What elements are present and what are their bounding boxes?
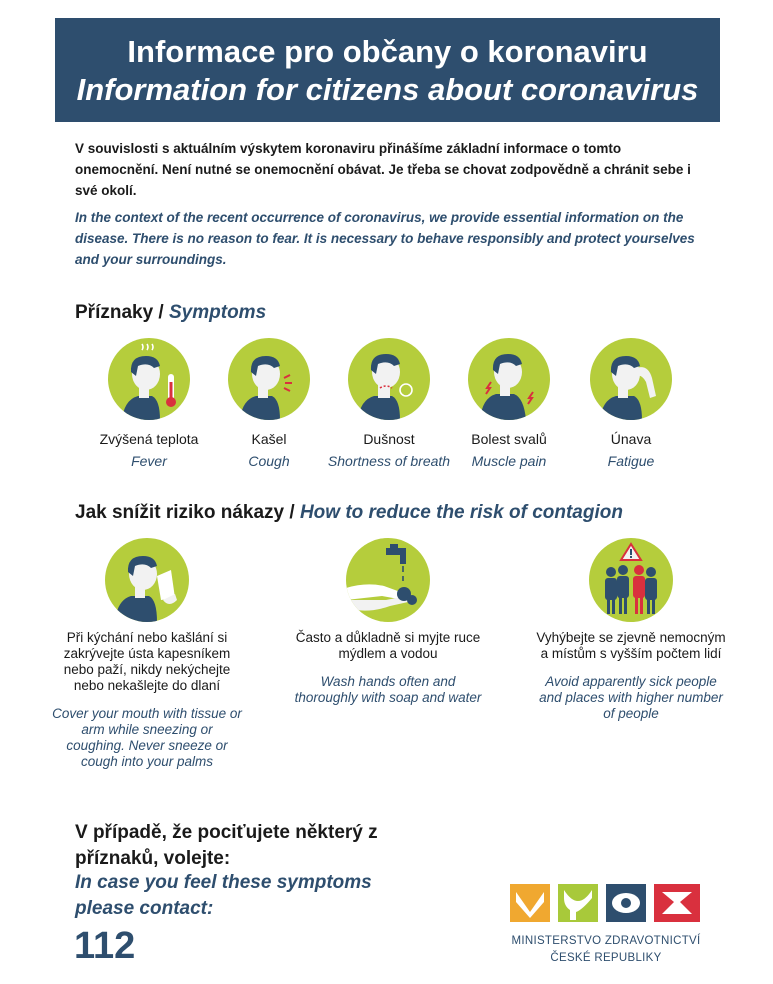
fatigue-icon — [590, 338, 672, 420]
symptoms-heading-english: Symptoms — [169, 302, 267, 323]
wash-hands-icon — [346, 538, 430, 622]
symptom-label-czech: Dušnost — [363, 431, 415, 447]
symptom-shortness-of-breath — [327, 338, 451, 470]
symptoms-heading-czech: Příznaky / — [75, 302, 164, 323]
prevention-heading-czech: Jak snížit riziko nákazy / — [75, 502, 295, 523]
title-czech: Informace pro občany o koronaviru — [127, 34, 648, 69]
prevention-text-english: Avoid apparently sick people and places with higher number of people — [539, 674, 723, 721]
prevention-text-english: Wash hands often and thoroughly with soap and water — [294, 674, 482, 705]
prevention-text-czech: Vyhýbejte se zjevně nemocným a místům s vyšším počtem lidí — [536, 630, 726, 661]
symptoms-heading — [75, 302, 266, 324]
symptom-label-czech: Bolest svalů — [471, 431, 547, 447]
title-english: Information for citizens about coronavirus — [76, 72, 699, 107]
prevention-text-czech: Často a důkladně si myjte ruce mýdlem a vodou — [295, 630, 481, 661]
contact-czech: V případě, že pociťujete některý z příznaků, volejte: — [75, 822, 378, 869]
symptom-label-czech: Zvýšená teplota — [99, 431, 199, 447]
ministry-name-line2: ČESKÉ REPUBLIKY — [550, 952, 662, 964]
prevention-heading — [75, 502, 623, 524]
symptom-fever — [87, 338, 211, 470]
muscle-pain-icon — [468, 338, 550, 420]
symptom-label-english: Shortness of breath — [327, 453, 451, 469]
symptom-label-czech: Únava — [610, 431, 652, 447]
title-banner — [55, 18, 720, 122]
symptom-label-english: Cough — [248, 453, 290, 469]
ministry-logo — [510, 882, 702, 924]
prevention-text-czech: Při kýchání nebo kašlání si zakrývejte ústa kapesníkem nebo paží, nikdy nekýchejte nebo nekašlejte do dlaní — [63, 630, 231, 693]
contact-english: In case you feel these symptoms please contact: — [75, 872, 372, 919]
prevention-cover-mouth — [52, 538, 242, 770]
prevention-text-english: Cover your mouth with tissue or arm while sneezing or coughing. Never sneeze or cough into your palms — [52, 706, 242, 769]
symptom-fatigue — [569, 338, 693, 470]
prevention-avoid-crowds — [536, 538, 726, 722]
fever-icon — [108, 338, 190, 420]
cover-mouth-icon — [105, 538, 189, 622]
prevention-wash-hands — [293, 538, 483, 706]
cough-icon — [228, 338, 310, 420]
symptom-muscle-pain — [447, 338, 571, 470]
symptom-label-english: Fever — [131, 453, 167, 469]
symptom-cough — [207, 338, 331, 470]
ministry-name — [494, 933, 718, 967]
symptom-label-czech: Kašel — [251, 431, 287, 447]
symptom-label-english: Fatigue — [607, 453, 655, 469]
emergency-phone-number: 112 — [74, 925, 136, 967]
intro-english: In the context of the recent occurrence of coronavirus, we provide essential information on the disease. There is no reason to fear. It is necessary to behave responsibly and protect yourselves and your surroundings. — [75, 210, 695, 267]
ministry-name-line1: MINISTERSTVO ZDRAVOTNICTVÍ — [511, 935, 701, 947]
intro-czech: V souvislosti s aktuálním výskytem koronaviru přinášíme základní informace o tomto onemocnění. Není nutné se onemocnění obávat. Je třeba se chovat zodpovědně a chránit sebe i své okolí. — [75, 141, 691, 198]
symptom-label-english: Muscle pain — [471, 453, 547, 469]
shortness-of-breath-icon — [348, 338, 430, 420]
prevention-heading-english: How to reduce the risk of contagion — [299, 502, 623, 523]
avoid-crowds-icon — [589, 538, 673, 622]
